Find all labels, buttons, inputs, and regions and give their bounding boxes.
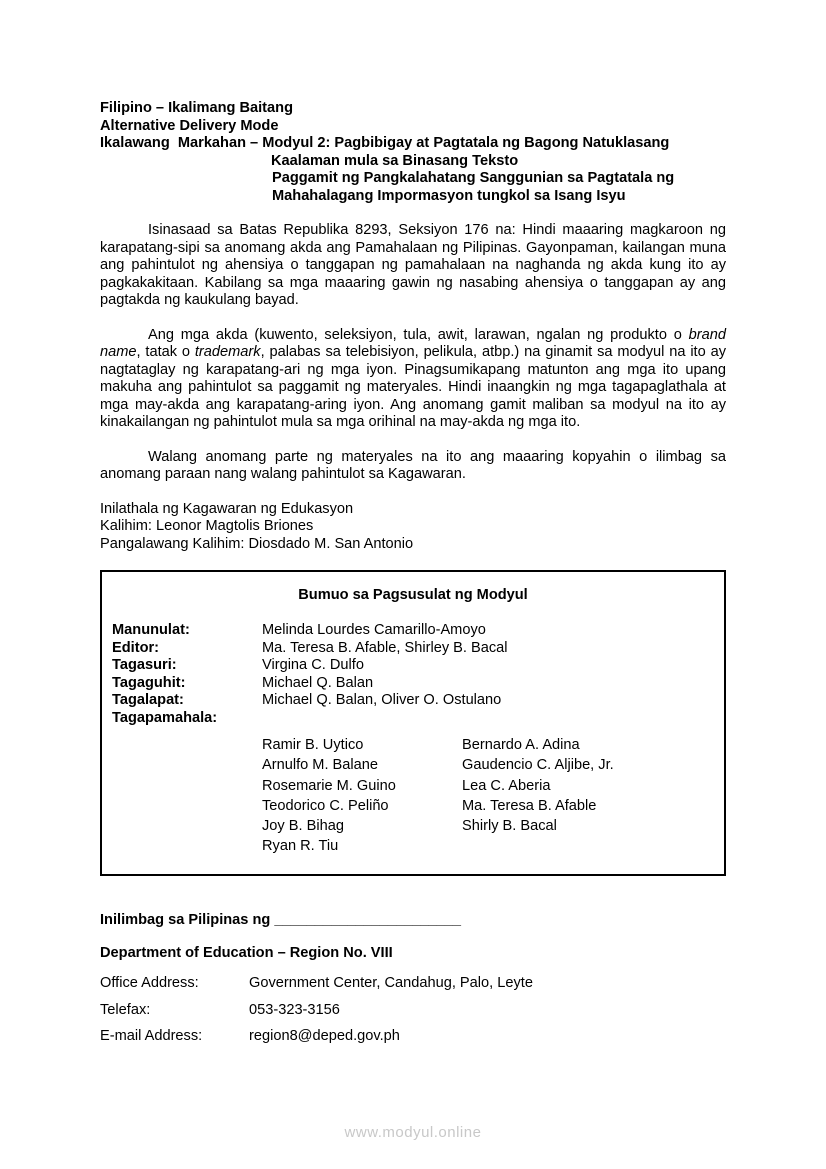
subject-grade: Filipino – Ikalimang Baitang xyxy=(100,100,293,116)
manager-name: Gaudencio C. Aljibe, Jr. xyxy=(462,757,614,774)
management-row xyxy=(262,755,614,775)
title-block xyxy=(100,100,726,205)
credit-role: Manunulat: xyxy=(112,622,190,638)
quarter-label: Ikalawang Markahan – xyxy=(100,135,263,151)
manager-name: Lea C. Aberia xyxy=(462,777,551,794)
department-name: Department of Education – Region No. VIII xyxy=(100,945,393,961)
credit-role: Tagaguhit: xyxy=(112,674,186,691)
delivery-mode: Alternative Delivery Mode xyxy=(100,117,279,134)
management-row xyxy=(262,796,614,816)
contact-list xyxy=(100,970,726,1050)
credit-names: Melinda Lourdes Camarillo-Amoyo xyxy=(262,622,486,638)
credit-row xyxy=(112,692,508,710)
management-row xyxy=(262,816,614,836)
module-title-line3: Paggamit ng Pangkalahatang Sanggunian sa Pagtatala ng xyxy=(272,170,675,186)
module-title xyxy=(100,135,726,153)
credit-row xyxy=(112,710,508,728)
manager-name: Ryan R. Tiu xyxy=(262,838,339,855)
manager-name: Arnulfo M. Balane xyxy=(262,757,379,774)
undersecretary-line: Pangalawang Kalihim: Diosdado M. San Antonio xyxy=(100,535,414,552)
management-list xyxy=(262,735,614,857)
credit-names: Michael Q. Balan xyxy=(262,674,374,691)
management-row xyxy=(262,735,614,755)
credits-box xyxy=(100,570,726,876)
trademark-text-a: Ang mga akda (kuwento, seleksiyon, tula, awit, larawan, ngalan ng produkto o xyxy=(148,326,689,343)
credit-role: Tagapamahala: xyxy=(112,709,218,726)
management-row xyxy=(262,836,614,856)
management-row xyxy=(262,776,614,796)
credit-row xyxy=(112,640,508,658)
reproduction-paragraph xyxy=(100,449,726,484)
printed-in-line: Inilimbag sa Pilipinas ng _______________________ xyxy=(100,912,462,928)
contact-value: region8@deped.gov.ph xyxy=(249,1028,400,1044)
credit-names: Ma. Teresa B. Afable, Shirley B. Bacal xyxy=(262,639,508,656)
credits-title: Bumuo sa Pagsusulat ng Modyul xyxy=(298,587,528,603)
credit-role: Editor: xyxy=(112,639,160,656)
trademark-text-e: , palabas sa telebisiyon, pelikula, atbp.) na ginamit sa modyul na ito ay nagtataglay ng karapatang-ari ng mga iyon. Pinagsumikapang matunton ang mga ito upang makuha ang pahintulot sa paggamit ng materyales. Hindi inaangkin ng mga tagapaglathala at mga may-akda ang karapatang-aring iyon. Ang anomang gamit maliban sa modyul na ito ay kinakailangan ng pahintulot mula sa mga orihinal na may-akda ng mga ito. xyxy=(100,344,726,430)
module-title-line1: Modyul 2: Pagbibigay at Pagtatala ng Bagong Natuklasang xyxy=(262,135,670,151)
secretary-line: Kalihim: Leonor Magtolis Briones xyxy=(100,518,314,534)
credit-row xyxy=(112,622,508,640)
manager-name: Shirly B. Bacal xyxy=(462,818,557,835)
contact-value: Government Center, Candahug, Palo, Leyte xyxy=(249,975,533,991)
credit-role: Tagasuri: xyxy=(112,657,177,674)
contact-label: Telefax: xyxy=(100,1001,151,1018)
credit-row xyxy=(112,675,508,693)
trademark-paragraph xyxy=(100,327,726,432)
manager-name: Teodorico C. Peliño xyxy=(262,797,389,814)
contact-label: E-mail Address: xyxy=(100,1028,203,1044)
contact-row xyxy=(100,997,726,1024)
contact-row xyxy=(100,970,726,997)
manager-name: Joy B. Bihag xyxy=(262,818,344,835)
credit-names: Michael Q. Balan, Oliver O. Ostulano xyxy=(262,692,502,709)
copyright-paragraph xyxy=(100,222,726,310)
document-page xyxy=(100,100,726,553)
trademark-text-c: , tatak o xyxy=(136,344,195,360)
module-title-line2: Kaalaman mula sa Binasang Teksto xyxy=(271,152,519,169)
footer xyxy=(100,912,726,1050)
publisher-line: Inilathala ng Kagawaran ng Edukasyon xyxy=(100,500,354,517)
manager-name: Bernardo A. Adina xyxy=(462,737,580,753)
credit-names: Virgina C. Dulfo xyxy=(262,657,364,674)
manager-name: Rosemarie M. Guino xyxy=(262,777,396,794)
manager-name: Ma. Teresa B. Afable xyxy=(462,797,597,814)
copyright-text: Isinasaad sa Batas Republika 8293, Seksiyon 176 na: Hindi maaaring magkaroon ng karapatang-sipi sa anomang akda ang Pamahalaan ng Pilipinas. Gayonpaman, kailangan muna ang pahintulot ng ahensiya o tanggapan ng pamahalaan na naghanda ng akda kung ito ay pagkakakitaan. Kabilang sa mga maaaring gawin ng nasabing ahensiya o tanggapan ay ang pagtakda ng kaukulang bayad. xyxy=(100,222,726,308)
contact-value: 053-323-3156 xyxy=(249,1001,340,1018)
publisher-info xyxy=(100,501,726,554)
credit-role: Tagalapat: xyxy=(112,692,184,709)
watermark: www.modyul.online xyxy=(344,1124,482,1141)
brand-name-term: brand name xyxy=(100,326,726,360)
trademark-term: trademark xyxy=(194,344,261,360)
contact-label: Office Address: xyxy=(100,975,199,991)
manager-name: Ramir B. Uytico xyxy=(262,737,364,753)
contact-row xyxy=(100,1023,726,1050)
module-title-line4: Mahahalagang Impormasyon tungkol sa Isang Isyu xyxy=(272,187,626,204)
credit-row xyxy=(112,657,508,675)
credits-list xyxy=(112,622,508,728)
reproduction-text: Walang anomang parte ng materyales na ito ang maaaring kopyahin o ilimbag sa anomang paraan nang walang pahintulot sa Kagawaran. xyxy=(100,448,726,482)
